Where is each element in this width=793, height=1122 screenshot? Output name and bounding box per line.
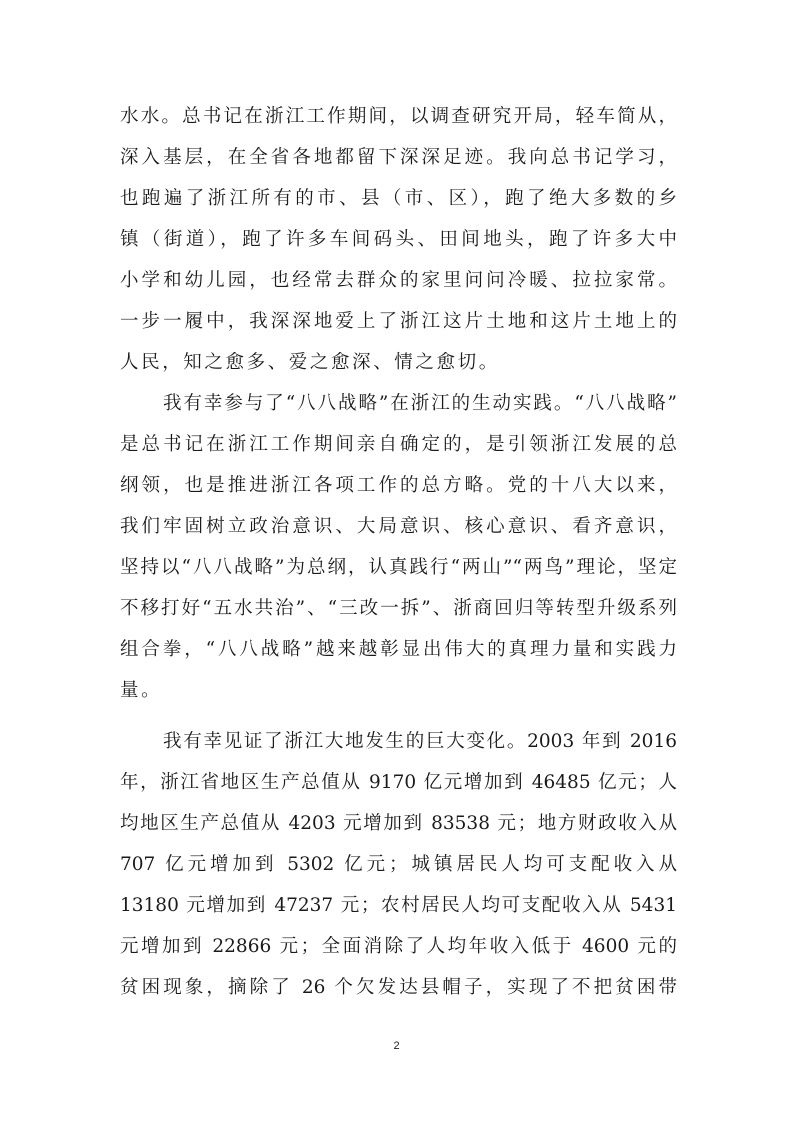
text-line: 镇（街道），跑了许多车间码头、田间地头，跑了许多大中 xyxy=(120,229,677,250)
text-line: 707 亿元增加到 5302 亿元；城镇居民人均可支配收入从 xyxy=(120,854,677,875)
text-line: 年，浙江省地区生产总值从 9170 亿元增加到 46485 亿元；人 xyxy=(120,772,677,793)
text-line: 我有幸参与了“八八战略”在浙江的生动实践。“八八战略” xyxy=(163,393,677,414)
text-line: 我有幸见证了浙江大地发生的巨大变化。2003 年到 2016 xyxy=(163,731,677,752)
text-line: 是总书记在浙江工作期间亲自确定的，是引领浙江发展的总 xyxy=(120,434,677,455)
text-line: 不移打好“五水共治”、“三改一拆”、浙商回归等转型升级系列 xyxy=(120,598,677,619)
paragraph-2 xyxy=(120,383,677,711)
text-line: 纲领，也是推进浙江各项工作的总方略。党的十八大以来， xyxy=(120,475,677,496)
text-line: 小学和幼儿园，也经常去群众的家里问问冷暖、拉拉家常。 xyxy=(120,270,677,291)
text-line: 我们牢固树立政治意识、大局意识、核心意识、看齐意识， xyxy=(120,516,677,537)
page-number: 2 xyxy=(393,1040,400,1052)
text-line: 量。 xyxy=(120,680,163,701)
paragraph-3 xyxy=(120,721,677,1008)
text-line: 一步一履中，我深深地爱上了浙江这片土地和这片土地上的 xyxy=(120,311,677,332)
text-line: 贫困现象，摘除了 26 个欠发达县帽子，实现了不把贫困带 xyxy=(120,977,677,998)
text-line: 深入基层，在全省各地都留下深深足迹。我向总书记学习， xyxy=(120,147,677,168)
text-line: 均地区生产总值从 4203 元增加到 83538 元；地方财政收入从 xyxy=(120,813,677,834)
paragraph-1 xyxy=(120,96,677,383)
body-text xyxy=(120,96,677,1008)
text-line: 坚持以“八八战略”为总纲，认真践行“两山”“两鸟”理论，坚定 xyxy=(120,557,677,578)
text-line: 人民，知之愈多、爱之愈深、情之愈切。 xyxy=(120,352,500,373)
text-line: 13180 元增加到 47237 元；农村居民人均可支配收入从 5431 xyxy=(120,895,677,916)
text-line: 水水。总书记在浙江工作期间，以调查研究开局，轻车简从， xyxy=(120,106,677,127)
text-line: 元增加到 22866 元；全面消除了人均年收入低于 4600 元的 xyxy=(120,936,677,957)
text-line: 组合拳，“八八战略”越来越彰显出伟大的真理力量和实践力 xyxy=(120,639,677,660)
text-line: 也跑遍了浙江所有的市、县（市、区），跑了绝大多数的乡 xyxy=(120,188,677,209)
